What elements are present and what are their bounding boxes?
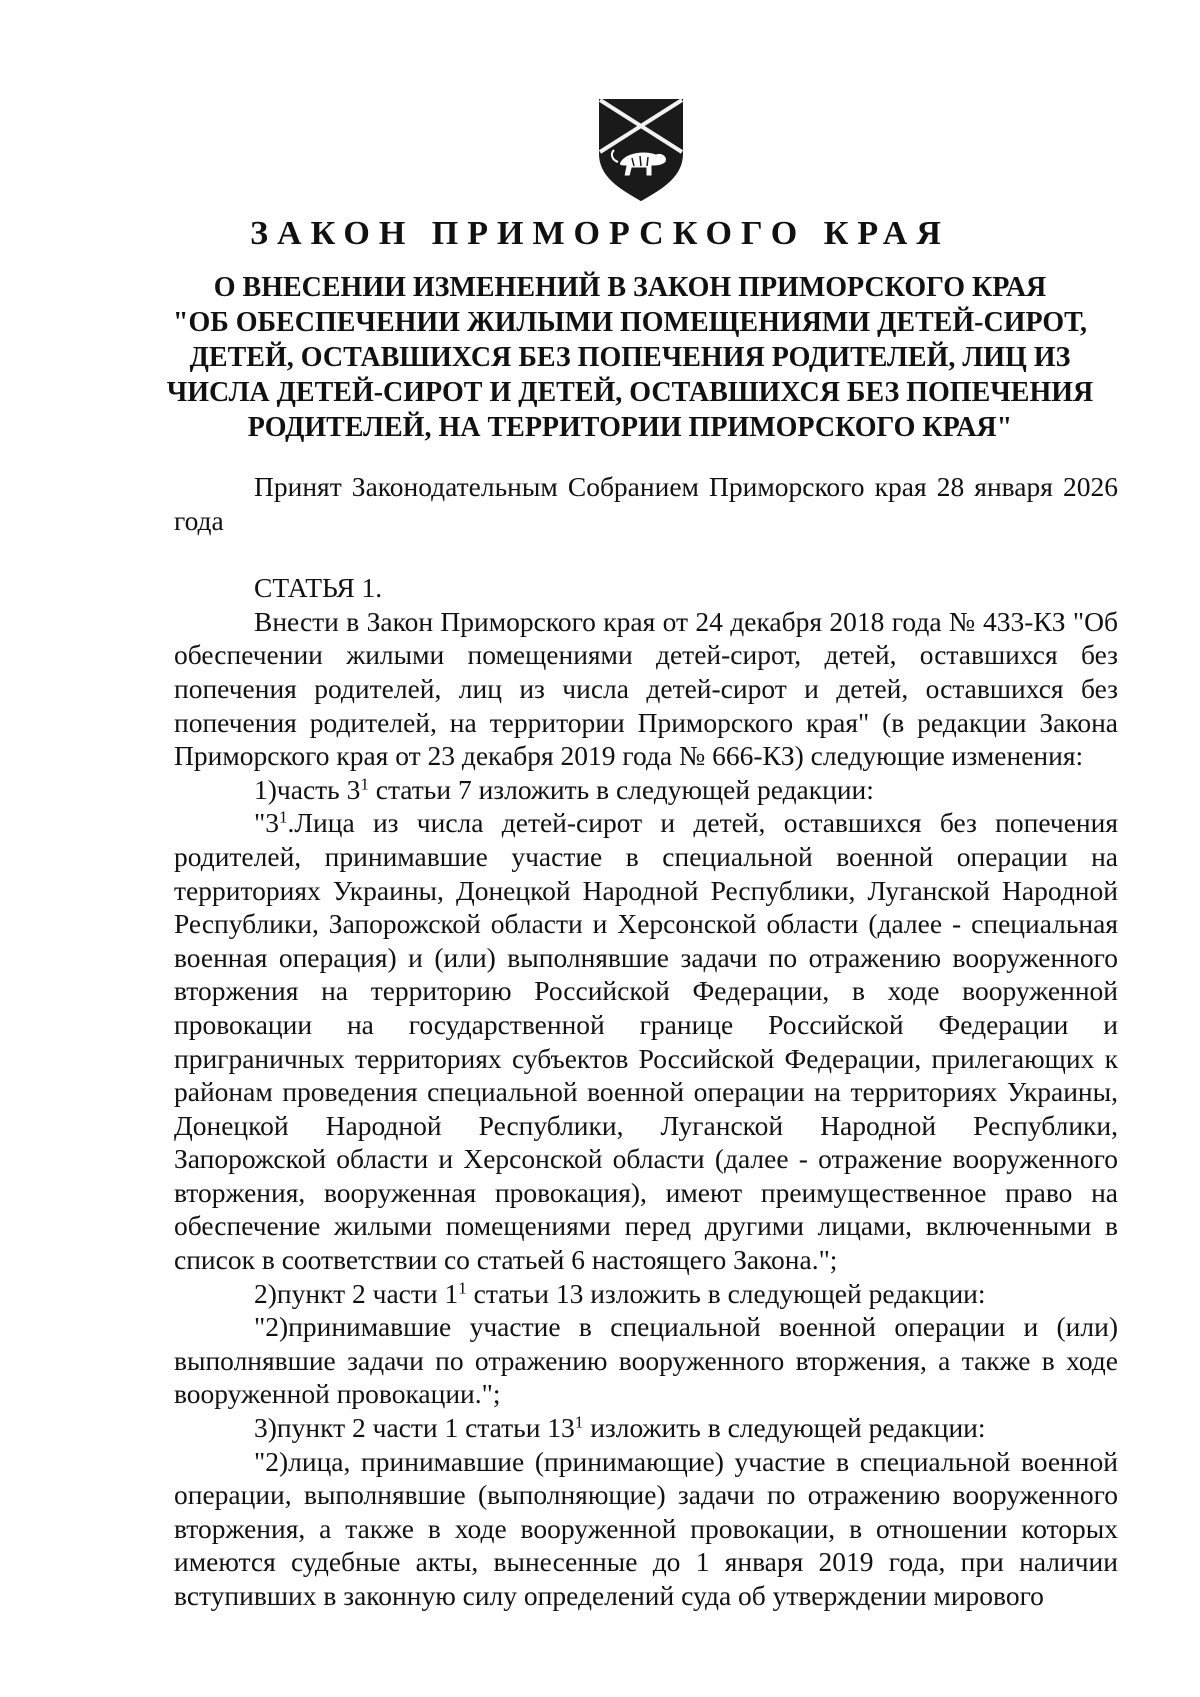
coat-of-arms-icon: [596, 96, 686, 206]
article-heading: СТАТЬЯ 1.: [254, 572, 383, 604]
amendment-item-2: [174, 1277, 1118, 1311]
quote-text: .Лица из числа детей-сирот и детей, оставшихся без попечения родителей, принимавшие участие в специальной военной операции на территориях Украины, Донецкой Народной Республики, Луганской Народной Республики, Запорожской области и Херсонской области (далее - специальная военная операция) и (или) выполнявшие задачи по отражению вооруженного вторжения на территорию Российской Федерации, в ходе вооруженной провокации на государственной границе Российской Федерации и приграничных территориях субъектов Российской Федерации, прилегающих к районам проведения специальной военной операции на территориях Украины, Донецкой Народной Республики, Луганской Народной Республики, Запорожской области и Херсонской области (далее - отражение вооруженного вторжения, вооруженная провокация), имеют преимущественное право на обеспечение жилыми помещениями перед другими лицами, включенными в список в соответствии со статьей 6 настоящего Закона.";: [174, 807, 1118, 1276]
amendment-quote-1: [174, 806, 1118, 1276]
subject-line: ЧИСЛА ДЕТЕЙ-СИРОТ И ДЕТЕЙ, ОСТАВШИХСЯ БЕЗ ПОПЕЧЕНИЯ: [166, 377, 1094, 408]
superscript: 1: [278, 807, 288, 827]
item-text: изложить в следующей редакции:: [583, 1412, 986, 1444]
amendment-item-3: [174, 1411, 1118, 1445]
subject-line: ДЕТЕЙ, ОСТАВШИХСЯ БЕЗ ПОПЕЧЕНИЯ РОДИТЕЛЕЙ, ЛИЦ ИЗ: [189, 342, 1071, 373]
amendment-quote-2: "2)принимавшие участие в специальной военной операции и (или) выполнявшие задачи по отражению вооруженного вторжения, а также в ходе вооруженной провокации.";: [174, 1311, 1118, 1410]
subject-line: РОДИТЕЛЕЙ, НА ТЕРРИТОРИИ ПРИМОРСКОГО КРАЯ": [247, 412, 1013, 443]
item-text: 1)часть 3: [254, 773, 361, 805]
item-text: 3)пункт 2 части 1 статьи 13: [254, 1412, 575, 1444]
amendment-quote-3: "2)лица, принимавшие (принимающие) участие в специальной военной операции, выполнявшие (выполняющие) задачи по отражению вооруженного вторжения, а также в ходе вооруженной провокации, в отношении которых имеются судебные акты, вынесенные до 1 января 2019 года, при наличии вступивших в законную силу определений суда об утверждении мирового: [174, 1445, 1118, 1611]
item-text: статьи 7 изложить в следующей редакции:: [368, 773, 874, 805]
law-title: ЗАКОН ПРИМОРСКОГО КРАЯ: [250, 215, 950, 252]
adoption-note: Принят Законодательным Собранием Приморского края 28 января 2026 года: [174, 471, 1118, 536]
amendment-item-1: [174, 773, 1118, 807]
subject-line: "ОБ ОБЕСПЕЧЕНИИ ЖИЛЫМИ ПОМЕЩЕНИЯМИ ДЕТЕЙ-СИРОТ,: [172, 307, 1088, 338]
item-text: 2)пункт 2 части 1: [254, 1277, 459, 1309]
subject-line: О ВНЕСЕНИИ ИЗМЕНЕНИЙ В ЗАКОН ПРИМОРСКОГО КРАЯ: [213, 272, 1047, 303]
superscript: 1: [360, 774, 369, 794]
superscript: 1: [458, 1278, 467, 1298]
item-text: статьи 13 изложить в следующей редакции:: [466, 1277, 986, 1309]
superscript: 1: [574, 1412, 584, 1432]
quote-text: "3: [254, 807, 279, 839]
law-subject: [150, 270, 1110, 445]
article-intro: Внести в Закон Приморского края от 24 декабря 2018 года № 433-КЗ "Об обеспечении жилыми помещениями детей-сирот, детей, оставшихся без попечения родителей, лиц из числа детей-сирот и детей, оставшихся без попечения родителей, на территории Приморского края" (в редакции Закона Приморского края от 23 декабря 2019 года № 666-КЗ) следующие изменения:: [174, 605, 1118, 772]
law-body: [174, 470, 1118, 1613]
